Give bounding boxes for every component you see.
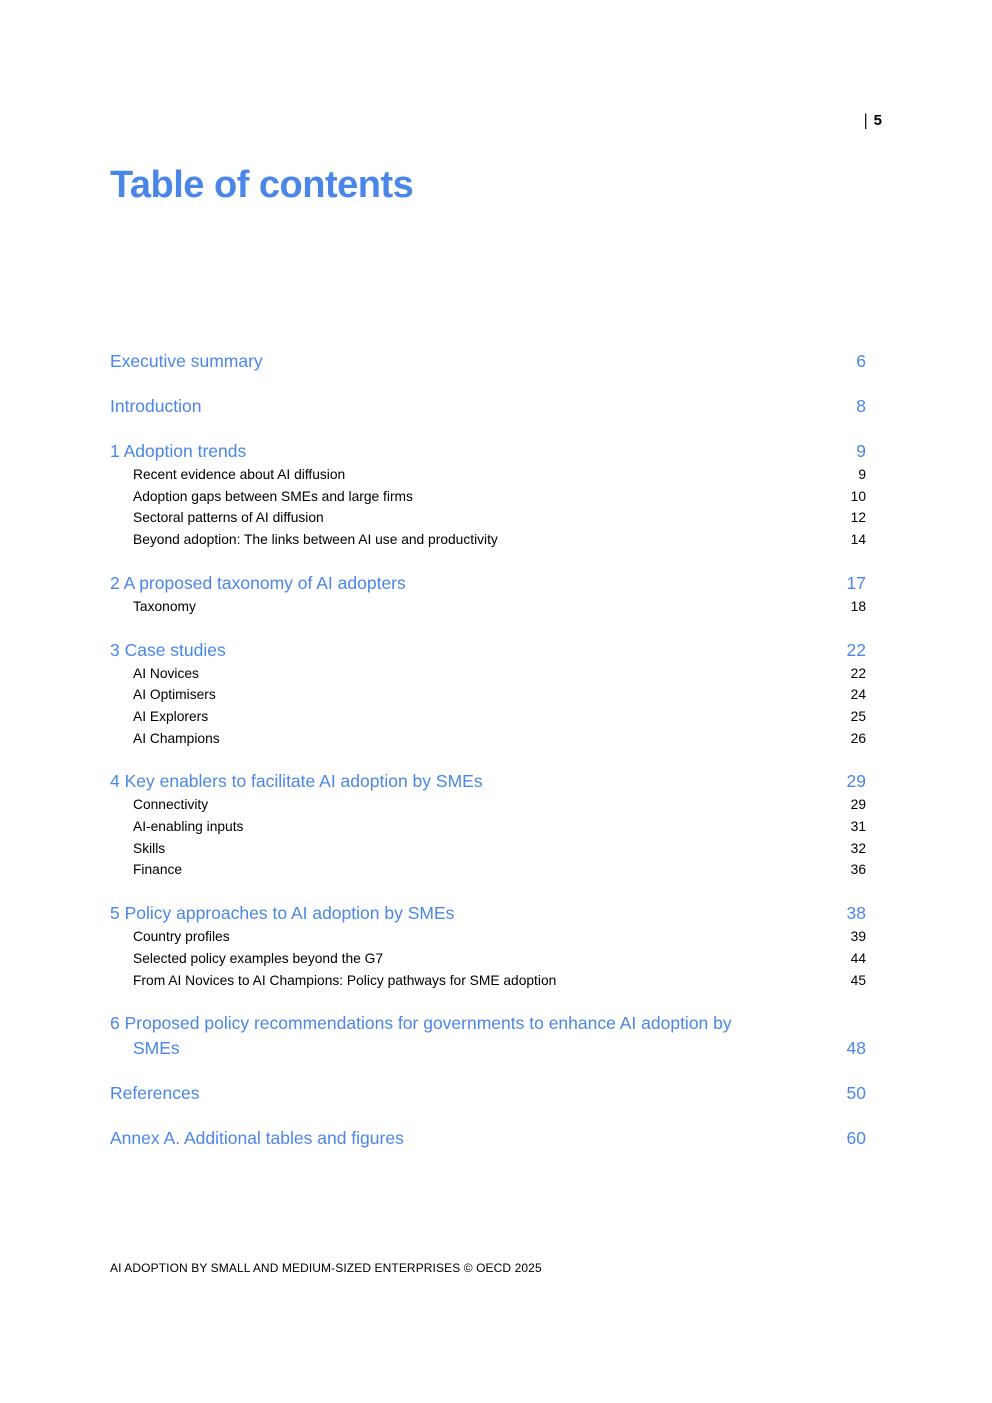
toc-entry-label[interactable]: Beyond adoption: The links between AI use and productivity bbox=[133, 532, 498, 548]
toc-entry[interactable] bbox=[110, 507, 866, 529]
toc-entry-label[interactable]: 5 Policy approaches to AI adoption by SMEs bbox=[110, 903, 455, 924]
toc-entry[interactable] bbox=[110, 794, 866, 816]
toc-entry-label[interactable]: 6 Proposed policy recommendations for governments to enhance AI adoption by SMEs bbox=[110, 1013, 732, 1059]
toc-entry-page[interactable]: 10 bbox=[850, 488, 866, 504]
toc-entry-page[interactable]: 6 bbox=[856, 351, 866, 371]
toc-list bbox=[110, 349, 866, 1151]
toc-entry-page[interactable]: 44 bbox=[850, 950, 866, 966]
toc-entry-label[interactable]: From AI Novices to AI Champions: Policy pathways for SME adoption bbox=[133, 972, 557, 988]
toc-entry-page[interactable]: 31 bbox=[850, 819, 866, 835]
toc-entry-page[interactable]: 26 bbox=[850, 730, 866, 746]
toc-entry-label[interactable]: AI-enabling inputs bbox=[133, 819, 244, 835]
toc-entry-page[interactable]: 14 bbox=[850, 532, 866, 548]
page-header bbox=[864, 112, 882, 129]
toc-entry-label[interactable]: AI Novices bbox=[133, 665, 199, 681]
toc-entry-page[interactable]: 24 bbox=[850, 687, 866, 703]
toc-entry-label[interactable]: Connectivity bbox=[133, 797, 209, 813]
page-title: Table of contents bbox=[110, 164, 414, 206]
toc-entry-label[interactable]: Introduction bbox=[110, 396, 202, 416]
toc-entry[interactable] bbox=[110, 769, 866, 794]
header-separator: | bbox=[863, 111, 868, 130]
toc-entry-label[interactable]: Selected policy examples beyond the G7 bbox=[133, 950, 384, 966]
header-page-number: 5 bbox=[873, 112, 882, 129]
toc-entry[interactable] bbox=[110, 596, 866, 618]
toc-entry-page[interactable]: 18 bbox=[850, 598, 866, 614]
toc-entry[interactable] bbox=[110, 464, 866, 486]
toc-entry-label[interactable]: Taxonomy bbox=[133, 598, 196, 614]
toc-entry-page[interactable]: 22 bbox=[846, 639, 866, 660]
toc-entry[interactable] bbox=[110, 349, 866, 374]
toc-entry-label[interactable]: References bbox=[110, 1083, 200, 1104]
toc-entry[interactable] bbox=[110, 529, 866, 551]
toc-entry-page[interactable]: 32 bbox=[850, 840, 866, 856]
toc-entry[interactable] bbox=[110, 486, 866, 508]
toc-entry-label[interactable]: 1 Adoption trends bbox=[110, 441, 247, 461]
toc-entry-label[interactable]: 4 Key enablers to facilitate AI adoption by SMEs bbox=[110, 771, 483, 792]
toc-entry-label[interactable]: 3 Case studies bbox=[110, 639, 226, 660]
toc-entry[interactable] bbox=[110, 970, 866, 992]
toc-entry-label[interactable]: Annex A. Additional tables and figures bbox=[110, 1128, 404, 1149]
toc-entry-page[interactable]: 38 bbox=[846, 903, 866, 924]
toc-entry-page[interactable]: 9 bbox=[858, 467, 866, 482]
toc-entry[interactable] bbox=[110, 728, 866, 750]
toc-entry-label[interactable]: Adoption gaps between SMEs and large firms bbox=[133, 488, 413, 504]
toc-entry[interactable] bbox=[110, 948, 866, 970]
toc-entry[interactable] bbox=[110, 926, 866, 948]
toc-entry-label[interactable]: Executive summary bbox=[110, 351, 263, 371]
toc-entry-label[interactable]: AI Champions bbox=[133, 730, 220, 746]
toc-entry-page[interactable]: 48 bbox=[846, 1038, 866, 1059]
toc-entry-page[interactable]: 39 bbox=[850, 929, 866, 945]
toc-entry-page[interactable]: 60 bbox=[846, 1128, 866, 1149]
toc-entry-page[interactable]: 29 bbox=[846, 771, 866, 792]
toc-entry[interactable] bbox=[110, 684, 866, 706]
toc-entry-label[interactable]: Finance bbox=[133, 862, 183, 878]
toc-entry-label[interactable]: Country profiles bbox=[133, 929, 230, 945]
toc-entry-page[interactable]: 8 bbox=[856, 396, 866, 416]
toc-entry-page[interactable]: 25 bbox=[850, 708, 866, 724]
page-footer: AI ADOPTION BY SMALL AND MEDIUM-SIZED ENTERPRISES © OECD 2025 bbox=[110, 1261, 542, 1275]
toc-entry-label[interactable]: AI Explorers bbox=[133, 708, 209, 724]
toc-entry[interactable] bbox=[110, 663, 866, 685]
toc-entry-label[interactable]: Recent evidence about AI diffusion bbox=[133, 467, 346, 482]
toc-entry-page[interactable]: 45 bbox=[850, 972, 866, 988]
toc-entry-page[interactable]: 9 bbox=[856, 441, 866, 461]
toc-entry[interactable] bbox=[110, 1081, 866, 1106]
toc-entry-page[interactable]: 17 bbox=[846, 572, 866, 593]
toc-entry[interactable] bbox=[110, 439, 866, 464]
toc-entry[interactable] bbox=[110, 706, 866, 728]
toc-entry-label[interactable]: 2 A proposed taxonomy of AI adopters bbox=[110, 572, 406, 593]
toc-entry-page[interactable]: 22 bbox=[850, 665, 866, 681]
toc-entry[interactable] bbox=[110, 638, 866, 663]
toc-entry[interactable] bbox=[110, 1011, 866, 1061]
toc-entry-label[interactable]: Skills bbox=[133, 840, 166, 856]
toc-entry[interactable] bbox=[110, 571, 866, 596]
toc-entry-page[interactable]: 12 bbox=[850, 510, 866, 526]
toc-entry-page[interactable]: 50 bbox=[846, 1083, 866, 1104]
toc-entry-label[interactable]: AI Optimisers bbox=[133, 687, 216, 703]
toc-entry-label[interactable]: Sectoral patterns of AI diffusion bbox=[133, 510, 324, 526]
toc-entry[interactable] bbox=[110, 394, 866, 419]
toc-entry[interactable] bbox=[110, 816, 866, 838]
toc-entry[interactable] bbox=[110, 901, 866, 926]
toc-entry-page[interactable]: 29 bbox=[850, 797, 866, 813]
toc-entry-page[interactable]: 36 bbox=[850, 862, 866, 878]
toc-entry[interactable] bbox=[110, 838, 866, 860]
toc-entry[interactable] bbox=[110, 1126, 866, 1151]
toc-entry[interactable] bbox=[110, 859, 866, 881]
